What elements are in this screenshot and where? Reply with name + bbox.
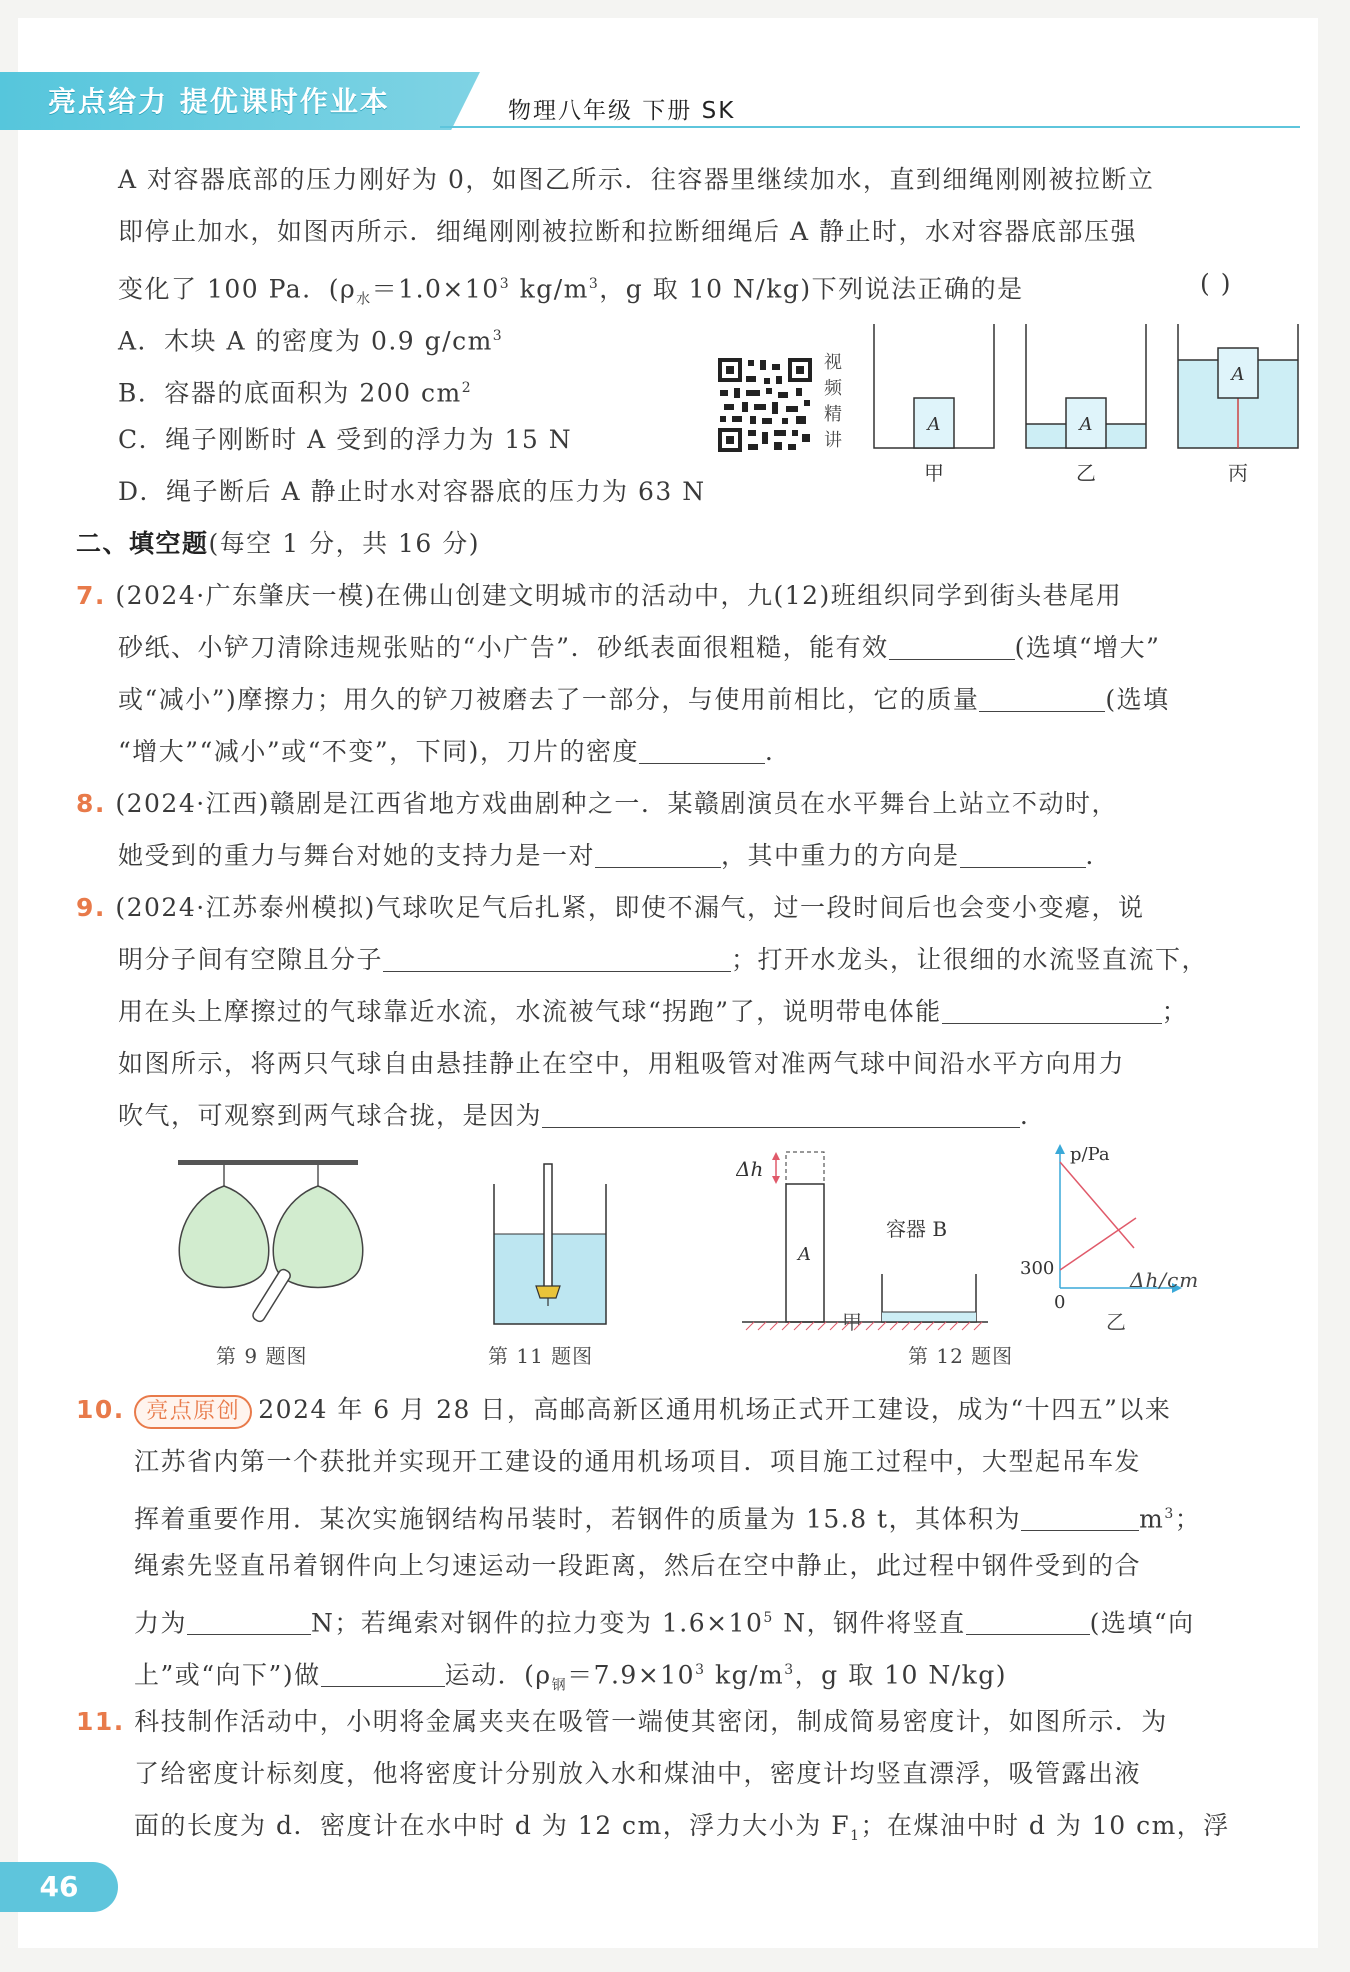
- q10-line-5: 力为 N；若绳索对钢件的拉力变为 $1.6\times 10^5$ N，钢件将竖直 (选填“向: [134, 1608, 1195, 1638]
- fig-label-bing: 丙: [1228, 461, 1248, 485]
- section-2-heading: 二、填空题(每空 1 分，共 16 分): [76, 529, 481, 558]
- option-d: D．绳子断后 A 静止时水对容器底的压力为 63 N: [118, 477, 706, 506]
- option-c: C．绳子刚断时 A 受到的浮力为 15 N: [118, 425, 573, 454]
- q10-line-2: 江苏省内第一个获批并实现开工建设的通用机场项目．项目施工过程中，大型起吊车发: [134, 1447, 1142, 1476]
- fig9-caption: 第 9 题图: [216, 1344, 308, 1368]
- header-rule: [440, 126, 1300, 128]
- q7-line-4: “增大”“减小”或“不变”，下同)，刀片的密度 ．: [118, 737, 792, 766]
- block-a-yi: A: [1079, 414, 1093, 435]
- fig-label-jia: 甲: [924, 461, 944, 485]
- subject-title: 物理八年级 下册 SK: [508, 98, 736, 124]
- q11-line-2: 了给密度计标刻度，他将密度计分别放入水和煤油中，密度计均竖直漂浮，吸管露出液: [134, 1759, 1142, 1788]
- q8-line-1: 8. (2024·江西)赣剧是江西省地方戏曲剧种之一．某赣剧演员在水平舞台上站立不动时，: [76, 789, 1118, 818]
- q7-blank-2[interactable]: [979, 683, 1105, 712]
- q9-blank-3[interactable]: [542, 1099, 1020, 1128]
- q9-line-5: 吹气，可观察到两气球合拢，是因为 ．: [118, 1101, 1047, 1130]
- fig-label-yi: 乙: [1076, 461, 1096, 485]
- q7-blank-3[interactable]: [639, 735, 765, 764]
- fig12-dh-label: Δh: [736, 1157, 764, 1181]
- q9-line-2: 明分子间有空隙且分子 ；打开水龙头，让很细的水流竖直流下，: [118, 945, 1209, 974]
- q9-line-1: 9. (2024·江苏泰州模拟)气球吹足气后扎紧，即使不漏气，过一段时间后也会变小变瘪，说: [76, 893, 1145, 922]
- q11-line-1: 11. 科技制作活动中，小明将金属夹夹在吸管一端使其密闭，制成简易密度计，如图所示．为: [76, 1707, 1168, 1736]
- q8-blank-2[interactable]: [960, 839, 1086, 868]
- qr-label: 视频精讲: [824, 352, 842, 451]
- q9-blank-1[interactable]: [383, 943, 731, 972]
- fig12-xlabel: Δh/cm: [1130, 1268, 1200, 1292]
- q6-figure: [870, 320, 1310, 490]
- fig12-300-label: 300: [1020, 1258, 1055, 1279]
- brand-title: 亮点给力 提优课时作业本: [48, 85, 390, 118]
- fig12-a-label: A: [798, 1244, 811, 1265]
- fig12-ylabel: p/Pa: [1070, 1144, 1110, 1165]
- original-badge: 亮点原创: [134, 1395, 252, 1429]
- q7-line-2: 砂纸、小铲刀清除违规张贴的“小广告”．砂纸表面很粗糙，能有效 (选填“增大”: [118, 633, 1161, 662]
- q10-line-4: 绳索先竖直吊着钢件向上匀速运动一段距离，然后在空中静止，此过程中钢件受到的合: [134, 1551, 1142, 1580]
- qr-code[interactable]: [716, 356, 814, 454]
- q10-blank-4[interactable]: [321, 1658, 445, 1687]
- fig11-density-meter: [490, 1160, 610, 1330]
- option-a: A．木块 A 的密度为 0.9 $g/cm^3$: [118, 326, 504, 356]
- q9-blank-2[interactable]: [942, 995, 1162, 1024]
- fig12-b-label: 容器 B: [886, 1217, 948, 1241]
- q11-line-3: 面的长度为 d．密度计在水中时 d 为 12 cm，浮力大小为 $F_1$；在煤油中时 d 为 10 cm，浮: [134, 1811, 1230, 1844]
- block-a-bing: A: [1231, 364, 1245, 385]
- q10-line-6: 上”或“向下”)做 运动．($\rho_钢=7.9\times 10^3$ $kg/m^3$，g 取 10 N/kg): [134, 1660, 1008, 1694]
- fig12-origin: 0: [1054, 1292, 1066, 1313]
- fig9-balloons: [170, 1158, 370, 1328]
- q6-line-1: A 对容器底部的压力刚好为 0，如图乙所示．往容器里继续加水，直到细绳刚刚被拉断立: [118, 165, 1155, 194]
- q8-blank-1[interactable]: [595, 839, 721, 868]
- q6-line-3: 变化了 100 Pa．($\rho_水=1.0\times 10^3$ $kg/m^3$，g 取 10 N/kg)下列说法正确的是: [118, 274, 1024, 308]
- q10-line-1: 10. 亮点原创 2024 年 6 月 28 日，高邮高新区通用机场正式开工建设，成为“十四五”以来: [76, 1392, 1171, 1429]
- fig11-caption: 第 11 题图: [488, 1344, 594, 1368]
- page-number: 46: [0, 1862, 118, 1912]
- q7-blank-1[interactable]: [889, 631, 1015, 660]
- q9-line-3: 用在头上摩擦过的气球靠近水流，水流被气球“拐跑”了，说明带电体能 ；: [118, 997, 1189, 1026]
- q10-line-3: 挥着重要作用．某次实施钢结构吊装时，若钢件的质量为 15.8 t，其体积为 $m^3$；: [134, 1504, 1202, 1534]
- fig12-yi-label: 乙: [1106, 1310, 1127, 1334]
- fig12-caption: 第 12 题图: [908, 1344, 1014, 1368]
- q8-line-2: 她受到的重力与舞台对她的支持力是一对 ，其中重力的方向是 ．: [118, 841, 1113, 870]
- answer-paren: ( ): [1200, 269, 1232, 298]
- block-a-jia: A: [927, 414, 941, 435]
- q6-line-2: 即停止加水，如图丙所示．细绳刚刚被拉断和拉断细绳后 A 静止时，水对容器底部压强: [118, 217, 1137, 246]
- q10-blank-1[interactable]: [1021, 1502, 1139, 1531]
- q10-blank-3[interactable]: [966, 1606, 1090, 1635]
- q7-line-3: 或“减小”)摩擦力；用久的铲刀被磨去了一部分，与使用前相比，它的质量 (选填: [118, 685, 1170, 714]
- q9-line-4: 如图所示，将两只气球自由悬挂静止在空中，用粗吸管对准两气球中间沿水平方向用力: [118, 1049, 1126, 1078]
- option-b: B．容器的底面积为 200 $cm^2$: [118, 378, 473, 408]
- fig12-diagram: [736, 1138, 1206, 1338]
- fig12-jia-label: 甲: [842, 1310, 863, 1334]
- q7-line-1: 7. (2024·广东肇庆一模)在佛山创建文明城市的活动中，九(12)班组织同学到街头巷尾用: [76, 581, 1123, 610]
- q10-blank-2[interactable]: [187, 1606, 311, 1635]
